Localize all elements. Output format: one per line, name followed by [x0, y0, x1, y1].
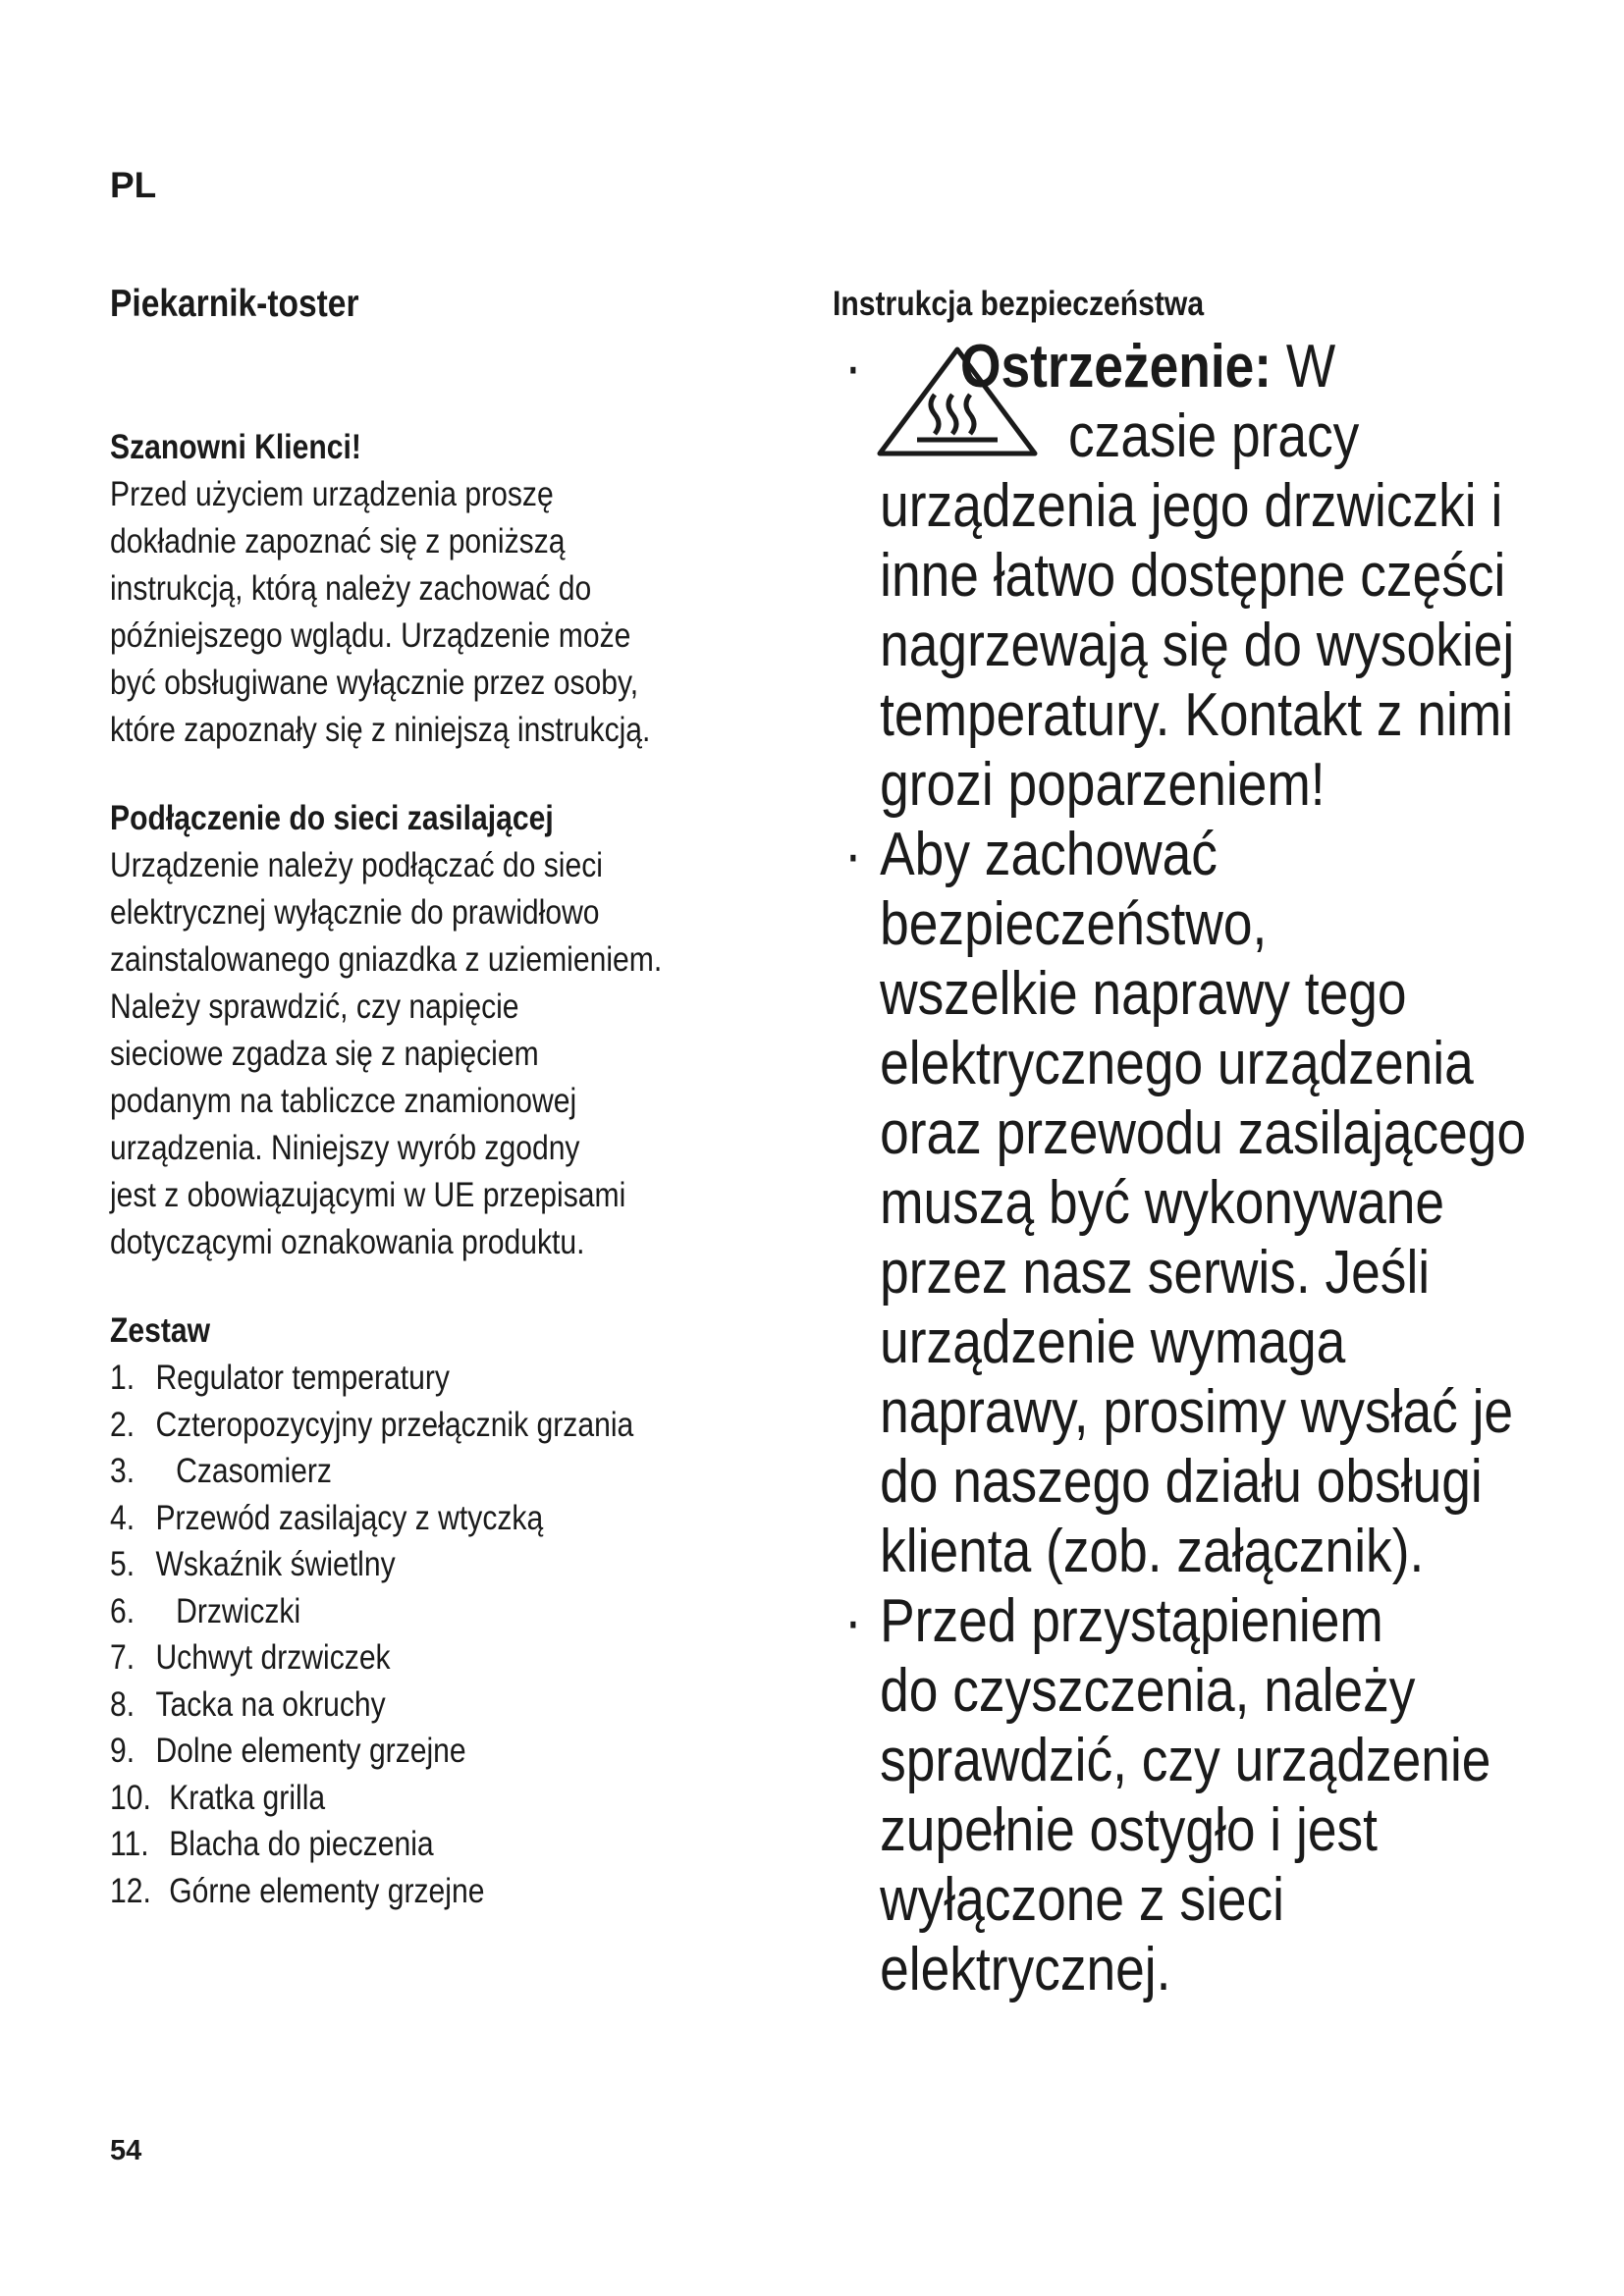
power-line: Urządzenie należy podłączać do sieci — [110, 846, 603, 884]
warning-word: W — [1285, 333, 1336, 400]
left-column — [110, 424, 797, 1914]
warning-row — [844, 332, 1551, 401]
intro-line: być obsługiwane wyłącznie przez osoby, — [110, 664, 639, 702]
list-number: 9. — [110, 1732, 135, 1770]
intro-line: instrukcją, którą należy zachować do — [110, 569, 592, 608]
list-item — [110, 1728, 701, 1775]
list-number: 11. — [110, 1825, 149, 1863]
safety-text: Aby zachować — [880, 821, 1218, 888]
bullet: · — [844, 333, 862, 400]
safety-line: do czyszczenia, należy — [880, 1657, 1416, 1725]
safety-item-first-line — [844, 1586, 1452, 1656]
power-line: podanym na tabliczce znamionowej — [110, 1082, 577, 1120]
power-line: jest z obowiązującymi w UE przepisami — [110, 1176, 626, 1214]
list-text: Regulator temperatury — [155, 1359, 450, 1397]
intro-line: dokładnie zapoznać się z poniższą — [110, 522, 566, 561]
list-number: 4. — [110, 1498, 135, 1537]
list-text: Wskaźnik świetlny — [155, 1545, 396, 1583]
parts-list — [110, 1355, 797, 1914]
list-number: 8. — [110, 1684, 135, 1724]
warning-line: czasie pracy — [1068, 402, 1360, 470]
list-text: Drzwiczki — [176, 1591, 301, 1630]
intro-heading: Szanowni Klienci! — [110, 428, 361, 466]
warning-row — [844, 401, 1551, 471]
list-item — [110, 1868, 701, 1915]
language-code: PL — [110, 165, 157, 205]
safety-line: urządzenie wymaga — [880, 1308, 1346, 1376]
list-text: Uchwyt drzwiczek — [155, 1638, 391, 1677]
list-number: 6. — [110, 1591, 135, 1630]
safety-text: Przed przystąpieniem — [880, 1587, 1383, 1655]
safety-line: naprawy, prosimy wysłać je — [880, 1378, 1514, 1446]
safety-line: sprawdzić, czy urządzenie — [880, 1727, 1491, 1794]
power-heading: Podłączenie do sieci zasilającej — [110, 799, 554, 837]
power-line: zainstalowanego gniazdka z uziemieniem. — [110, 940, 663, 979]
bullet: · — [844, 1587, 862, 1655]
list-number: 5. — [110, 1545, 135, 1583]
safety-line: muszą być wykonywane — [880, 1169, 1445, 1237]
safety-line: zupełnie ostygło i jest — [880, 1796, 1378, 1864]
page-title: Piekarnik-toster — [110, 283, 359, 325]
list-item — [110, 1495, 701, 1542]
list-number: 1. — [110, 1359, 135, 1397]
list-number: 2. — [110, 1405, 135, 1444]
warning-line: grozi poparzeniem! — [880, 751, 1326, 819]
safety-line: elektrycznego urządzenia — [880, 1030, 1474, 1097]
intro-line: późniejszego wglądu. Urządzenie może — [110, 616, 631, 655]
safety-item-first-line — [844, 820, 1452, 889]
list-number: 12. — [110, 1871, 151, 1910]
safety-line: elektrycznej. — [880, 1936, 1171, 2003]
safety-line: wyłączone z sieci — [880, 1866, 1285, 1934]
list-number: 10. — [110, 1778, 151, 1817]
list-text: Blacha do pieczenia — [169, 1825, 434, 1863]
warning-line: nagrzewają się do wysokiej — [880, 612, 1515, 679]
list-number: 3. — [110, 1452, 135, 1490]
page-number: 54 — [110, 2135, 142, 2166]
power-line: Należy sprawdzić, czy napięcie — [110, 988, 519, 1026]
list-text: Czasomierz — [176, 1452, 332, 1490]
safety-line: wszelkie naprawy tego — [880, 960, 1407, 1028]
list-item — [110, 1448, 701, 1495]
right-column — [844, 332, 1551, 2004]
warning-line: urządzenia jego drzwiczki i — [880, 472, 1503, 540]
safety-line: oraz przewodu zasilającego — [880, 1099, 1527, 1167]
set-heading: Zestaw — [110, 1311, 211, 1350]
list-text: Tacka na okruchy — [155, 1684, 386, 1724]
list-item — [110, 1682, 701, 1729]
list-item — [110, 1355, 701, 1402]
intro-line: które zapoznały się z niniejszą instrukcją. — [110, 711, 651, 749]
list-item — [110, 1821, 701, 1868]
list-text: Kratka grilla — [169, 1778, 326, 1817]
list-text: Dolne elementy grzejne — [155, 1732, 466, 1770]
warning-line: temperatury. Kontakt z nimi — [880, 681, 1514, 749]
bullet: · — [844, 821, 862, 888]
list-text: Przewód zasilający z wtyczką — [155, 1498, 544, 1537]
warning-label: Ostrzeżenie: — [960, 333, 1272, 400]
safety-heading: Instrukcja bezpieczeństwa — [833, 285, 1205, 323]
warning-title — [960, 332, 1335, 401]
safety-line: klienta (zob. załącznik). — [880, 1518, 1425, 1585]
safety-line: przez nasz serwis. Jeśli — [880, 1239, 1431, 1307]
list-item — [110, 1634, 701, 1682]
safety-line: bezpieczeństwo, — [880, 890, 1268, 958]
list-item — [110, 1402, 701, 1449]
power-line: dotyczącymi oznakowania produktu. — [110, 1223, 585, 1261]
power-line: sieciowe zgadza się z napięciem — [110, 1035, 539, 1073]
power-line: urządzenia. Niniejszy wyrób zgodny — [110, 1129, 580, 1167]
safety-line: do naszego działu obsługi — [880, 1448, 1483, 1516]
list-item — [110, 1588, 701, 1635]
list-item — [110, 1775, 701, 1822]
list-text: Czteropozycyjny przełącznik grzania — [155, 1405, 634, 1444]
list-item — [110, 1541, 701, 1588]
list-text: Górne elementy grzejne — [169, 1871, 485, 1910]
power-line: elektrycznej wyłącznie do prawidłowo — [110, 893, 600, 932]
warning-line: inne łatwo dostępne części — [880, 542, 1506, 610]
list-number: 7. — [110, 1638, 135, 1677]
intro-line: Przed użyciem urządzenia proszę — [110, 475, 554, 513]
